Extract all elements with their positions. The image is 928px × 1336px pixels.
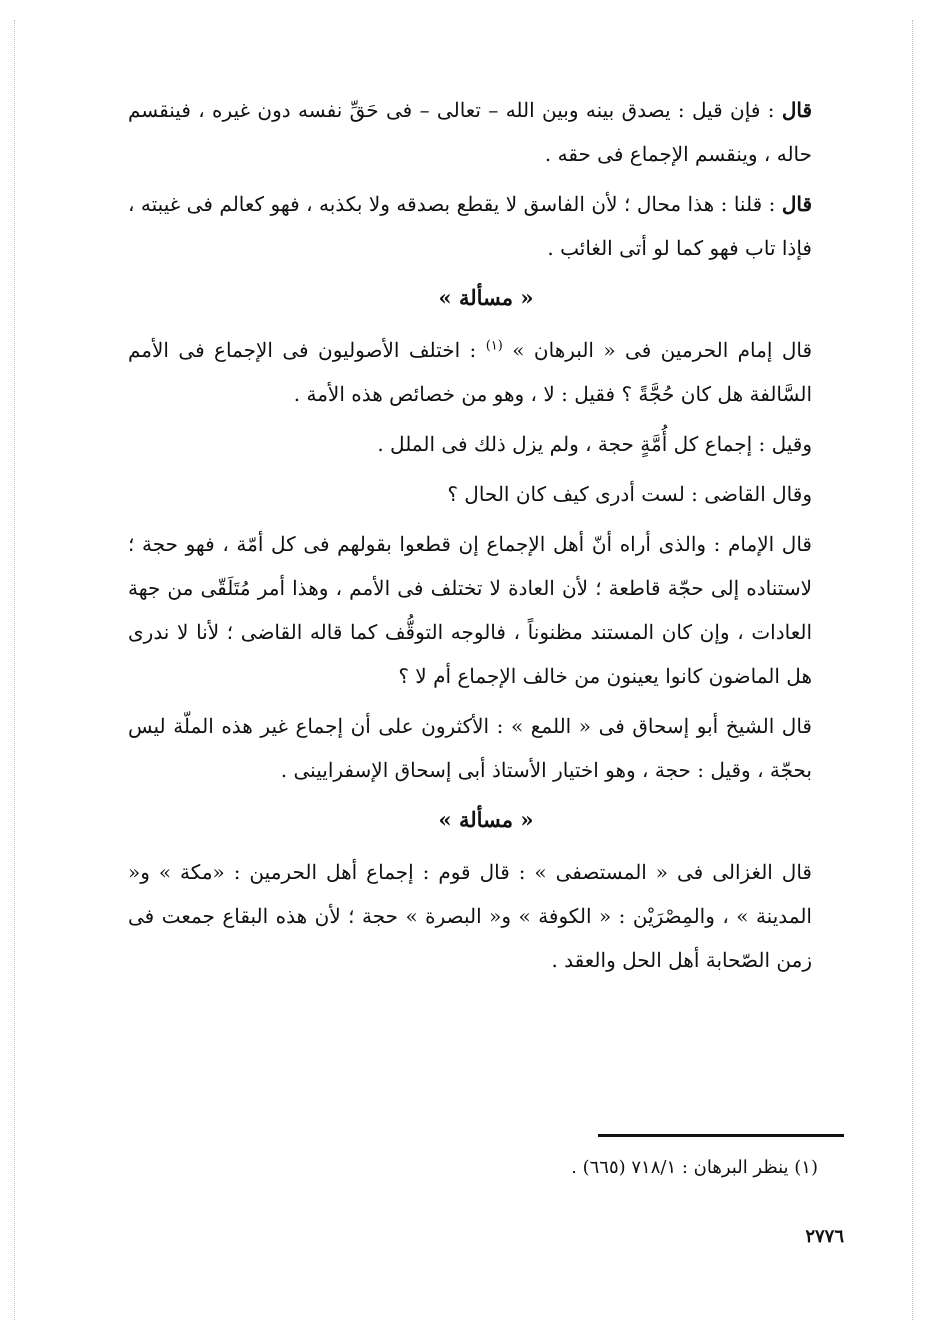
footnote-reference: (١): [485, 338, 503, 354]
paragraph-6: قال الإمام : والذى أراه أنّ أهل الإجماع إن قطعوا بقولهم فى كل أمّة ، فهو حجة ؛ لاستناده إلى حجّة قاطعة ؛ لأن العادة لا تختلف فى الأمم ، وهذا أمر مُتَلَقّى من جهة العادات ، وإن كان المستند مظنوناً ، فالوجه التوقُّف كما قاله القاضى ؛ لأنا لا ندرى هل الماضون كانوا يعينون من خالف الإجماع أم لا ؟: [128, 532, 812, 688]
paragraph-1-lead: قال: [781, 98, 813, 122]
footnote: (١) ينظر البرهان : ٧١٨/١ (٦٦٥) .: [571, 1157, 818, 1178]
scan-edge-dots-left: [14, 20, 15, 1320]
page-number: ٢٧٧٦: [805, 1226, 844, 1247]
paragraph-2: [128, 182, 844, 270]
paragraph-2-lead: قال: [781, 192, 813, 216]
paragraph-2-text: : قلنا : هذا محال ؛ لأن الفاسق لا يقطع بصدقه ولا بكذبه ، فهو كعالم فى غيبته ، فإذا تاب فهو كما لو أتى الغائب .: [128, 192, 812, 260]
footnote-divider: [598, 1134, 844, 1137]
paragraph-1-text: : فإن قيل : يصدق بينه وبين الله – تعالى – فى حَقِّ نفسه دون غيره ، فينقسم حاله ، وينقسم الإجماع فى حقه .: [128, 98, 812, 166]
paragraph-1: [128, 88, 844, 176]
section-heading-1: « مسألة »: [438, 285, 534, 310]
paragraph-7: قال الشيخ أبو إسحاق فى « اللمع » : الأكثرون على أن إجماع غير هذه الملّة ليس بحجّة ، وقيل : حجة ، وهو اختيار الأستاذ أبى إسحاق الإسفرايينى .: [128, 714, 812, 782]
paragraph-3-after: : اختلف الأصوليون فى الإجماع فى الأمم السَّالفة هل كان حُجَّةً ؟ فقيل : لا ، وهو من خصائص هذه الأمة .: [128, 338, 812, 406]
main-text: [128, 88, 844, 988]
paragraph-4: وقيل : إجماع كل أُمَّةٍ حجة ، ولم يزل ذلك فى الملل .: [377, 432, 812, 456]
paragraph-5: وقال القاضى : لست أدرى كيف كان الحال ؟: [447, 482, 812, 506]
section-heading-2: « مسألة »: [438, 807, 534, 832]
scan-edge-dots-right: [912, 20, 913, 1320]
paragraph-8: قال الغزالى فى « المستصفى » : قال قوم : إجماع أهل الحرمين : «مكة » و« المدينة » ، والمِصْرَيْن : « الكوفة » و« البصرة » حجة ؛ لأن هذه البقاع جمعت فى زمن الصّحابة أهل الحل والعقد .: [128, 860, 812, 972]
paragraph-3-before: قال إمام الحرمين فى « البرهان »: [512, 338, 813, 362]
paragraph-3: [128, 328, 844, 416]
